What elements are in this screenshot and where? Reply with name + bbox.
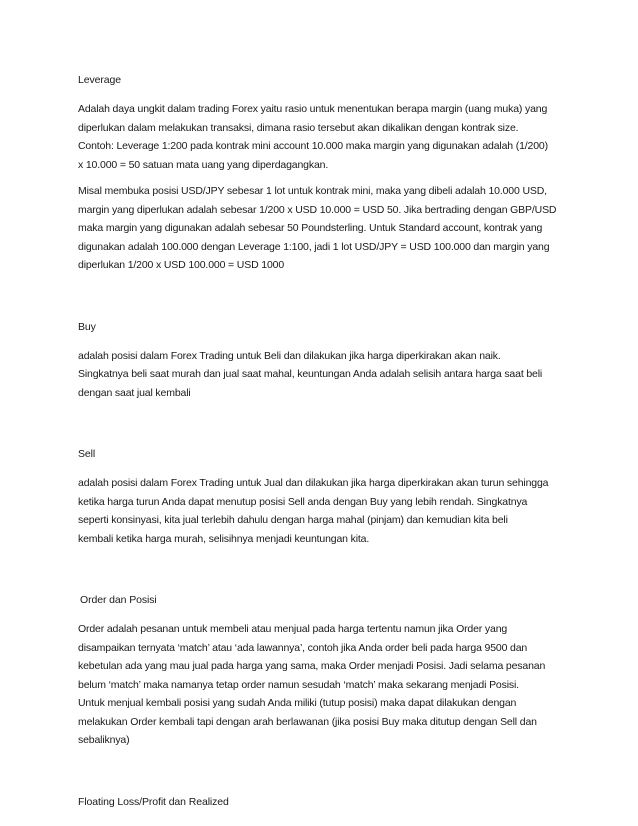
leverage-paragraph-2 <box>78 182 578 275</box>
text-line: disampaikan ternyata ‘match’ atau ‘ada lawannya’, contoh jika Anda order beli pada harga 9500 dan <box>78 641 528 654</box>
text-line: x 10.000 = 50 satuan mata uang yang diperdagangkan. <box>78 158 329 171</box>
document-page <box>78 70 578 822</box>
text-line: Misal membuka posisi USD/JPY sebesar 1 lot untuk kontrak mini, maka yang dibeli adalah 10.000 USD, <box>78 185 547 197</box>
sell-paragraph <box>78 474 578 548</box>
text-line: maka margin yang digunakan adalah sebesar 50 Poundsterling. Untuk Standard account, kontrak yang <box>78 222 543 234</box>
section-title-sell: Sell <box>78 448 96 460</box>
section-title-leverage: Leverage <box>78 74 121 86</box>
text-line: Untuk menjual kembali posisi yang sudah Anda miliki (tutup posisi) maka dapat dilakukan dengan <box>78 697 517 709</box>
text-line: kebetulan ada yang mau jual pada harga yang sama, maka Order menjadi Posisi. Jadi selama pesanan <box>78 660 546 672</box>
text-line: seperti konsinyasi, kita jual terlebih dahulu dengan harga mahal (pinjam) dan kemudian kita beli <box>78 514 508 526</box>
text-line: kembali ketika harga murah, selisihnya menjadi keuntungan kita. <box>78 532 370 545</box>
text-line: melakukan Order kembali tapi dengan arah berlawanan (jika posisi Buy maka ditutup dengan Sell dan <box>78 715 537 728</box>
text-line: ketika harga turun Anda dapat menutup posisi Sell anda dengan Buy yang lebih rendah. Singkatnya <box>78 495 528 508</box>
text-line: adalah posisi dalam Forex Trading untuk Jual dan dilakukan jika harga diperkirakan akan turun sehingga <box>78 477 549 489</box>
text-line: dengan saat jual kembali <box>78 386 191 399</box>
section-title-floating: Floating Loss/Profit dan Realized <box>78 795 229 808</box>
section-title-buy: Buy <box>78 320 96 333</box>
buy-paragraph <box>78 347 578 403</box>
text-line: Adalah daya ungkit dalam trading Forex yaitu rasio untuk menentukan berapa margin (uang muka) yang <box>78 103 548 115</box>
text-line: adalah posisi dalam Forex Trading untuk Beli dan dilakukan jika harga diperkirakan akan naik. <box>78 349 501 362</box>
section-title-order: Order dan Posisi <box>80 594 157 606</box>
text-line: diperlukan 1/200 x USD 100.000 = USD 1000 <box>78 259 285 271</box>
text-line: sebaliknya) <box>78 734 130 746</box>
text-line: Contoh: Leverage 1:200 pada kontrak mini account 10.000 maka margin yang digunakan adalah (1/200) <box>78 140 548 152</box>
leverage-paragraph-1 <box>78 100 578 174</box>
text-line: belum ‘match’ maka namanya tetap order namun sesudah ‘match’ maka sekarang menjadi Posisi. <box>78 678 519 691</box>
text-line: digunakan adalah 100.000 dengan Leverage 1:100, jadi 1 lot USD/JPY = USD 100.000 dan margin yang <box>78 240 550 253</box>
text-line: diperlukan dalam melakukan transaksi, dimana rasio tersebut akan dikalikan dengan kontrak size. <box>78 121 519 134</box>
order-paragraph <box>78 620 578 750</box>
text-line: margin yang diperlukan adalah sebesar 1/200 x USD 10.000 = USD 50. Jika bertrading dengan GBP/USD <box>78 203 557 216</box>
text-line: Singkatnya beli saat murah dan jual saat mahal, keuntungan Anda adalah selisih antara harga saat beli <box>78 368 543 380</box>
text-line: Order adalah pesanan untuk membeli atau menjual pada harga tertentu namun jika Order yang <box>78 623 508 635</box>
